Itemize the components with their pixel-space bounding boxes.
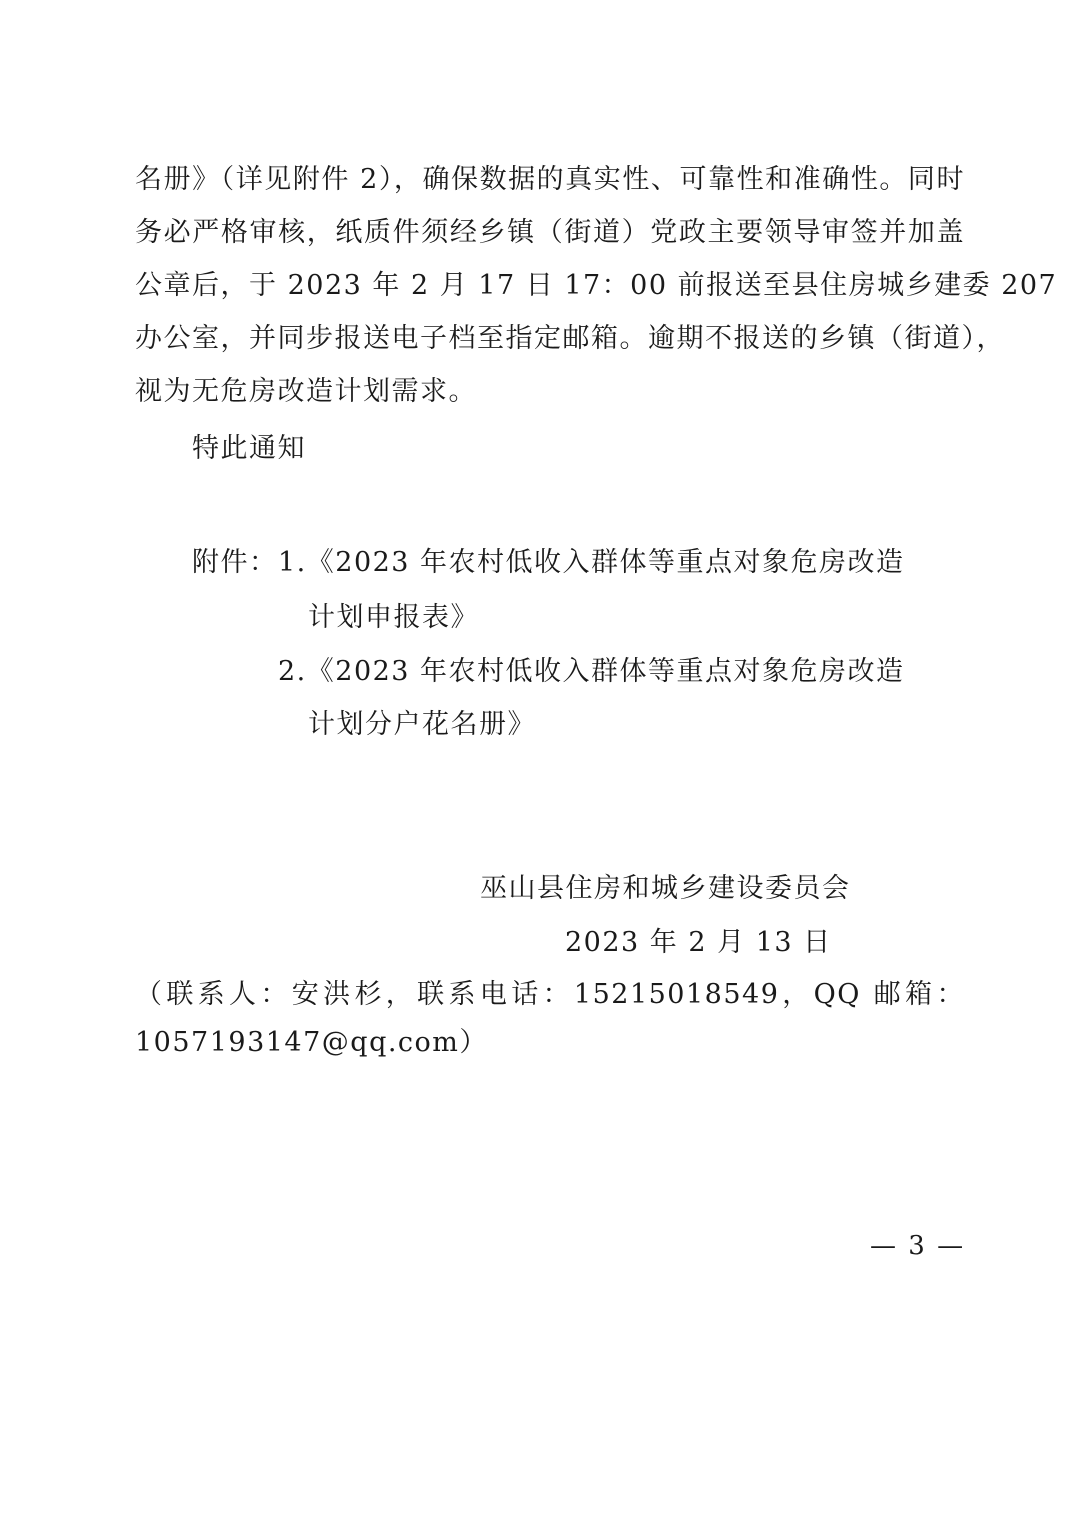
attachments-label: 附件：	[192, 547, 278, 578]
closing-phrase: 特此通知	[192, 433, 306, 464]
body-line-4: 办公室，并同步报送电子档至指定邮箱。逾期不报送的乡镇（街道），	[135, 323, 1005, 354]
attachment-2-title-cont: 计划分户花名册》	[308, 709, 536, 740]
body-line-3: 公章后，于 2023 年 2 月 17 日 17：00 前报送至县住房城乡建委 207	[135, 270, 1058, 301]
attachment-1-title-cont: 计划申报表》	[308, 602, 479, 633]
attachment-1-title: 1.《2023 年农村低收入群体等重点对象危房改造	[278, 547, 905, 578]
body-line-2: 务必严格审核，纸质件须经乡镇（街道）党政主要领导审签并加盖	[135, 217, 965, 248]
signature-date: 2023 年 2 月 13 日	[565, 927, 832, 958]
body-line-5: 视为无危房改造计划需求。	[135, 376, 477, 407]
body-line-1: 名册》（详见附件 2），确保数据的真实性、可靠性和准确性。同时	[135, 164, 965, 195]
contact-line-1: （联系人：安洪杉，联系电话：15215018549，QQ 邮箱：	[135, 979, 965, 1010]
signature-org: 巫山县住房和城乡建设委员会	[480, 873, 851, 904]
contact-line-2: 1057193147@qq.com）	[135, 1027, 488, 1058]
attachment-2-title: 2.《2023 年农村低收入群体等重点对象危房改造	[278, 656, 905, 687]
page-number: — 3 —	[870, 1231, 966, 1261]
